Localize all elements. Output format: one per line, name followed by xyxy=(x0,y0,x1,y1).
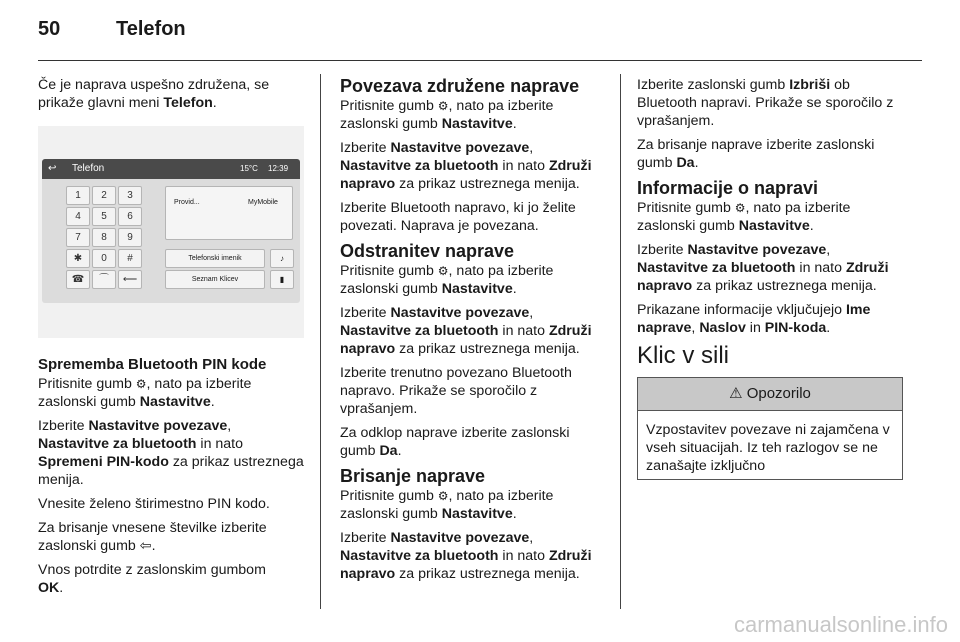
phone-screen xyxy=(42,159,300,303)
paragraph: Vnesite želeno štirimestno PIN kodo. xyxy=(38,496,270,512)
backspace-icon: ⇦ xyxy=(139,538,152,554)
paragraph: Izberite Nastavitve povezave, Nastavitve za bluetooth in nato Spremeni PIN-kodo za prikaz ustreznega menija. xyxy=(38,418,304,488)
page-number: 50 xyxy=(38,18,61,40)
column-1 xyxy=(38,76,304,603)
key: 1 xyxy=(66,186,90,205)
key: 4 xyxy=(66,207,90,226)
section-heading: Brisanje naprave xyxy=(340,466,486,486)
key: # xyxy=(118,249,142,268)
section-heading: Odstranitev naprave xyxy=(340,241,515,261)
key: 9 xyxy=(118,228,142,247)
section-heading-large: Klic v sili xyxy=(637,342,730,369)
footer-watermark: carmanualsonline.info xyxy=(733,612,948,637)
screen-temperature: 15°C xyxy=(240,164,258,173)
column-2 xyxy=(340,76,608,589)
key: 6 xyxy=(118,207,142,226)
paragraph: Izberite Nastavitve povezave, Nastavitve za bluetooth in nato Združi napravo za prikaz ustreznega menija. xyxy=(340,530,592,582)
paragraph: Izberite Nastavitve povezave, Nastavitve za bluetooth in nato Združi napravo za prikaz ustreznega menija. xyxy=(340,305,592,357)
gear-icon: ⚙ xyxy=(734,201,746,215)
paragraph: Izberite Nastavitve povezave, Nastavitve za bluetooth in nato Združi napravo za prikaz ustreznega menija. xyxy=(340,140,592,192)
key: 5 xyxy=(92,207,116,226)
paragraph: Vnos potrdite z zaslonskim gumbom OK. xyxy=(38,562,266,596)
paragraph: Pritisnite gumb ⚙, nato pa izberite zaslonski gumb Nastavitve. xyxy=(637,200,851,234)
warning-header: ⚠ Opozorilo xyxy=(638,378,902,411)
key: ✱ xyxy=(66,249,90,268)
key: 3 xyxy=(118,186,142,205)
provider-name: Provid... xyxy=(174,199,200,206)
provider-panel xyxy=(165,186,293,240)
column-divider xyxy=(620,74,621,609)
warning-box xyxy=(637,377,903,480)
mute-icon: ♪ xyxy=(270,249,294,268)
gear-icon: ⚙ xyxy=(437,99,449,113)
call-icon: ☎ xyxy=(66,270,90,289)
column-divider xyxy=(320,74,321,609)
paragraph: Izberite zaslonski gumb Izbriši ob Bluetooth napravi. Prikaže se sporočilo z vprašanjem. xyxy=(637,77,894,129)
section-heading: Sprememba Bluetooth PIN kode xyxy=(38,356,267,373)
gear-icon: ⚙ xyxy=(437,489,449,503)
gear-icon: ⚙ xyxy=(437,264,449,278)
warning-icon: ⚠ xyxy=(729,385,743,402)
paragraph: Pritisnite gumb ⚙, nato pa izberite zaslonski gumb Nastavitve. xyxy=(340,98,554,132)
paragraph: Za brisanje vnesene številke izberite zaslonski gumb ⇦. xyxy=(38,520,267,554)
page-header xyxy=(38,18,186,41)
key: 7 xyxy=(66,228,90,247)
hangup-icon: ⌒ xyxy=(92,270,116,289)
key: 8 xyxy=(92,228,116,247)
section-heading: Povezava združene naprave xyxy=(340,76,580,96)
screen-titlebar xyxy=(42,159,300,179)
call-list-button: Seznam Klicev xyxy=(165,270,265,289)
paragraph: Za odklop naprave izberite zaslonski gumb Da. xyxy=(340,425,570,459)
header-rule xyxy=(38,60,922,61)
back-arrow-icon: ↩ xyxy=(48,163,57,174)
gear-icon: ⚙ xyxy=(135,377,147,391)
paragraph: Izberite Bluetooth napravo, ki jo želite povezati. Naprava je povezana. xyxy=(340,200,576,234)
screen-time: 12:39 xyxy=(268,164,289,173)
phone-screenshot xyxy=(38,126,304,338)
screen-title: Telefon xyxy=(72,163,105,174)
backspace-icon: ⟵ xyxy=(118,270,142,289)
paragraph: Pritisnite gumb ⚙, nato pa izberite zaslonski gumb Nastavitve. xyxy=(340,263,554,297)
paragraph: Izberite Nastavitve povezave, Nastavitve za bluetooth in nato Združi napravo za prikaz ustreznega menija. xyxy=(637,242,889,294)
paragraph: Prikazane informacije vključujejo Ime naprave, Naslov in PIN-koda. xyxy=(637,302,871,336)
paragraph: Za brisanje naprave izberite zaslonski gumb Da. xyxy=(637,137,875,171)
key: 0 xyxy=(92,249,116,268)
key: 2 xyxy=(92,186,116,205)
device-name: MyMobile xyxy=(248,199,278,206)
section-heading: Informacije o napravi xyxy=(637,178,819,198)
warning-text: Vzpostavitev povezave ni zajamčena v vseh situacijah. Iz teh razlogov se ne zanašajte izključno xyxy=(646,422,890,474)
intro-paragraph: Če je naprava uspešno združena, se prikaže glavni meni Telefon. xyxy=(38,77,270,111)
contacts-button: Telefonski imenik xyxy=(165,249,265,268)
paragraph: Pritisnite gumb ⚙, nato pa izberite zaslonski gumb Nastavitve. xyxy=(38,376,252,410)
handset-icon: ▮ xyxy=(270,270,294,289)
page-title: Telefon xyxy=(116,18,186,40)
paragraph: Pritisnite gumb ⚙, nato pa izberite zaslonski gumb Nastavitve. xyxy=(340,488,554,522)
paragraph: Izberite trenutno povezano Bluetooth napravo. Prikaže se sporočilo z vprašanjem. xyxy=(340,365,572,417)
column-3 xyxy=(637,76,903,480)
